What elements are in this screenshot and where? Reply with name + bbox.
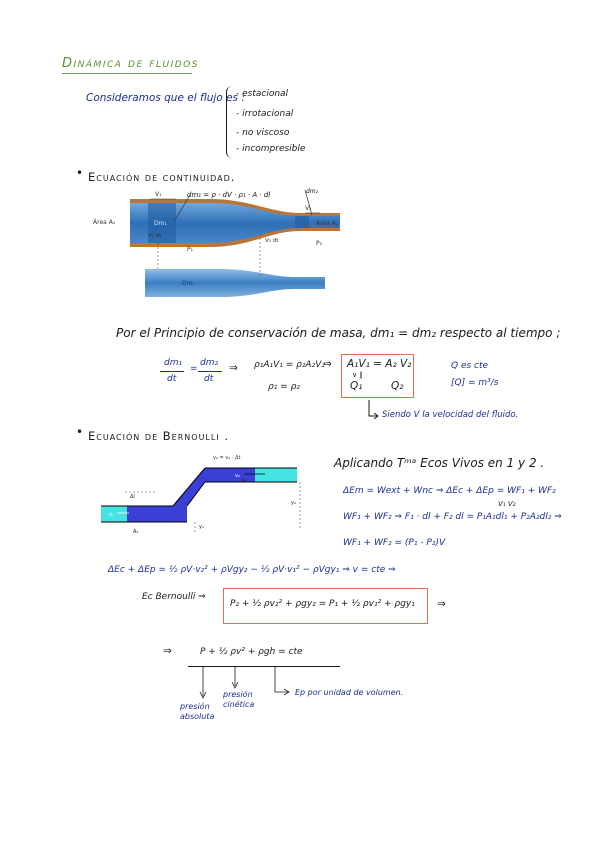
implies-arrow-2: ⇒ bbox=[323, 358, 332, 370]
intro-lead: Consideramos que el flujo es : bbox=[86, 92, 245, 104]
final-arrow: ⇒ bbox=[163, 645, 172, 657]
bottom-pipe-label: Dm₁ bbox=[182, 280, 195, 287]
section-heading-continuity: Ecuación de continuidad. bbox=[88, 170, 236, 184]
a1-label: A₁ bbox=[133, 529, 139, 535]
q2: Q₂ bbox=[391, 380, 404, 392]
boxed-continuity-eq: A₁V₁ = A₂ V₂ bbox=[347, 358, 412, 370]
area-2-label: Área A₂ bbox=[316, 220, 339, 227]
bullet: • bbox=[76, 425, 84, 439]
eq4: ρ₁ = ρ₂ bbox=[268, 382, 300, 392]
lower-pipe-segment bbox=[101, 506, 127, 522]
continuity-statement: Por el Principio de conservación de masa, dm₁ = dm₂ respecto al tiempo ; bbox=[116, 326, 561, 340]
implies-arrow: ⇒ bbox=[229, 362, 238, 374]
final-equation: P + ½ ρv² + ρgh = cte bbox=[200, 647, 303, 657]
mid-marks: ∨ ∥ bbox=[352, 371, 363, 379]
dm2-label: dm₂ bbox=[306, 188, 319, 195]
bernoulli-label: Ec Bernoulli ⇒ bbox=[142, 592, 206, 602]
q1: Q₁ bbox=[350, 380, 363, 392]
energy-line-3: WF₁ + WF₂ = (P₁ - P₂)V bbox=[343, 538, 446, 548]
section-heading-bernoulli: Ecuación de Bernoulli . bbox=[88, 429, 230, 443]
dm1-label: dm₁ = ρ · dV · ρ₁ · A · dl bbox=[187, 191, 271, 199]
bullet: • bbox=[76, 166, 84, 180]
eq3: ρ₁A₁V₁ = ρ₂A₂V₂ bbox=[254, 360, 325, 370]
note-arrow bbox=[367, 400, 379, 422]
dl1-label: Δl bbox=[130, 494, 135, 500]
energy-difference: ΔEc + ΔEp = ½ ρV·v₂² + ρVgy₂ − ½ ρV·v₁² − ρVgy₁ ⇒ v = cte ⇒ bbox=[108, 565, 396, 575]
intro-item-2: - irrotacional bbox=[236, 109, 294, 119]
continuity-diagram bbox=[90, 185, 350, 300]
energy-marks: V₁ V₂ bbox=[498, 500, 516, 508]
dm1-inner-label: Dm₁ bbox=[154, 220, 167, 227]
page-title: Dinámica de fluidos bbox=[62, 56, 199, 71]
velocity-note: Siendo V la velocidad del fluido. bbox=[382, 410, 519, 420]
eq1-numerator: dm₁ bbox=[164, 358, 183, 368]
apply-theorem: Aplicando Tᵐᵃ Ecos Vivos en 1 y 2 . bbox=[334, 456, 545, 470]
eq2-denominator: dt bbox=[204, 374, 214, 384]
intro-item-4: - incompresible bbox=[236, 144, 306, 154]
intro-item-3: - no viscoso bbox=[236, 128, 290, 138]
p2-label: P₂ bbox=[316, 240, 323, 247]
energy-line-2: WF₁ + WF₂ ⇒ F₁ · dl + F₂ dl = P₁A₁dl₁ + P₂A₂dl₂ ⇒ bbox=[343, 512, 562, 522]
lower-pipe bbox=[145, 269, 325, 297]
annotation-potential-energy: Ep por unidad de volumen. bbox=[295, 688, 404, 697]
title-underline bbox=[62, 73, 192, 74]
bernoulli-equation: P₂ + ½ ρv₂² + ρgy₂ = P₁ + ½ ρv₁² + ρgy₁ bbox=[230, 599, 415, 609]
implies-arrow-3: ⇒ bbox=[437, 598, 446, 610]
area-1-label: Área A₁ bbox=[93, 219, 116, 226]
q-units: [Q] = m³/s bbox=[451, 378, 499, 388]
v2dt-label: V₂ dt bbox=[265, 238, 279, 244]
v1dt-label: V₁ dt bbox=[148, 233, 162, 239]
top-label: v₂ = v₂ · Δt bbox=[213, 455, 241, 461]
q-cte: Q es cte bbox=[451, 361, 489, 371]
annotation-absolute-pressure: presión absoluta bbox=[180, 702, 215, 721]
bernoulli-diagram bbox=[95, 450, 307, 542]
annotation-kinetic-pressure: presión cinética bbox=[223, 690, 255, 709]
intro-item-1: - estacional bbox=[236, 89, 289, 99]
y2-label: y₂ bbox=[291, 500, 296, 506]
v1-label: V₁ bbox=[155, 191, 162, 198]
a2-label: A₂ bbox=[241, 478, 247, 484]
volume-element-2 bbox=[295, 216, 309, 228]
v1-label: v₁ bbox=[109, 512, 114, 518]
v2-label: v₂ bbox=[235, 473, 240, 479]
eq2-numerator: dm₂ bbox=[200, 358, 219, 368]
p1-label: P₁ bbox=[187, 246, 194, 253]
upper-pipe-segment bbox=[205, 468, 255, 482]
energy-line-1: ΔEm = Wext + Wnc ⇒ ΔEc + ΔEp = WF₁ + WF₂ bbox=[343, 486, 556, 496]
eq1-denominator: dt bbox=[167, 374, 177, 384]
v2-label: V₂ bbox=[305, 205, 312, 212]
y1-label: y₁ bbox=[199, 524, 204, 530]
brace bbox=[226, 86, 233, 158]
